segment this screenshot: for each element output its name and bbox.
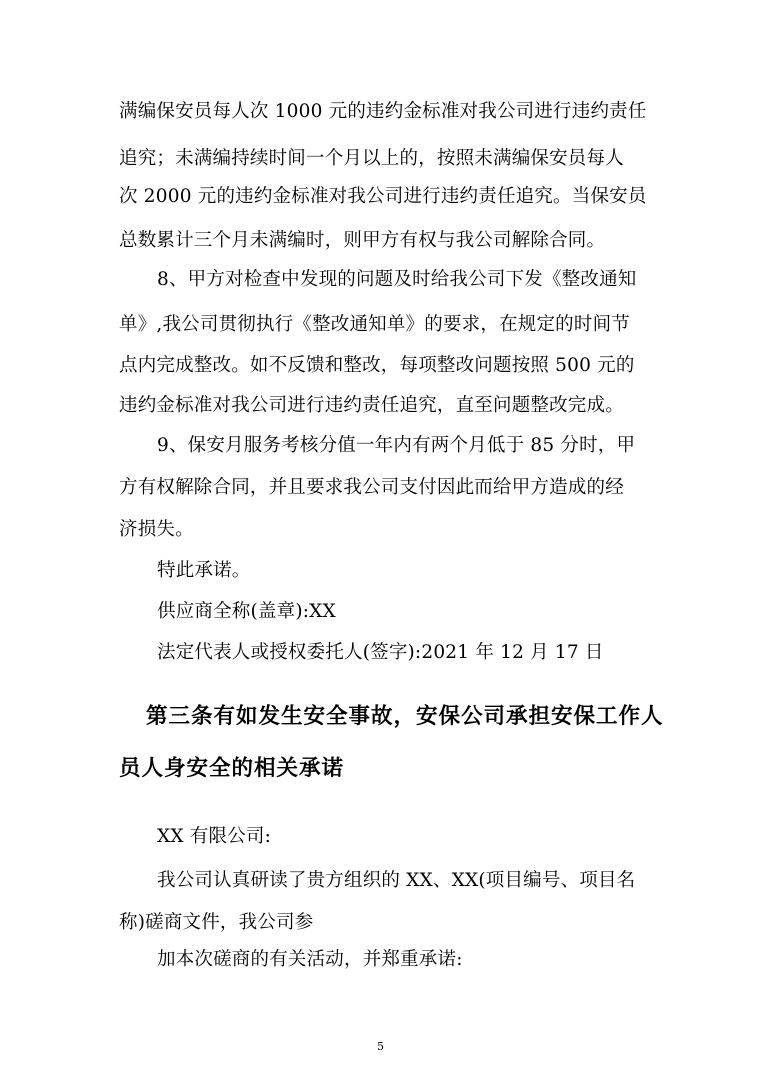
representative-signature: 法定代表人或授权委托人(签字):2021 年 12 月 17 日 (157, 642, 604, 663)
section-heading: 第三条有如发生安全事故，安保公司承担安保工作人 (146, 704, 664, 729)
section-heading: 员人身安全的相关承诺 (119, 756, 345, 781)
letter-body-line: 我公司认真研读了贵方组织的 XX、XX(项目编号、项目名 (157, 870, 636, 891)
paragraph-line: 济损失。 (119, 519, 194, 540)
letter-body-line: 称)磋商文件，我公司参 (119, 912, 314, 933)
closing-statement: 特此承诺。 (157, 560, 251, 581)
letter-addressee: XX 有限公司: (157, 826, 272, 847)
page-number: 5 (377, 1040, 384, 1053)
paragraph-line: 9、保安月服务考核分值一年内有两个月低于 85 分时，甲 (157, 435, 636, 456)
paragraph-line: 点内完成整改。如不反馈和整改，每项整改问题按照 500 元的 (119, 355, 635, 376)
paragraph-line: 总数累计三个月未满编时，则甲方有权与我公司解除合同。 (119, 230, 606, 251)
paragraph-line: 8、甲方对检查中发现的问题及时给我公司下发《整改通知 (157, 269, 637, 290)
paragraph-line: 单》,我公司贯彻执行《整改通知单》的要求，在规定的时间节 (119, 314, 630, 335)
paragraph-line: 违约金标准对我公司进行违约责任追究，直至问题整改完成。 (119, 395, 624, 416)
paragraph-line: 次 2000 元的违约金标准对我公司进行违约责任追究。当保安员 (119, 186, 647, 207)
letter-body-line: 加本次磋商的有关活动，并郑重承诺: (157, 949, 463, 970)
supplier-name: 供应商全称(盖章):XX (157, 601, 336, 622)
paragraph-line: 追究；未满编持续时间一个月以上的，按照未满编保安员每人 (119, 148, 624, 169)
paragraph-line: 方有权解除合同，并且要求我公司支付因此而给甲方造成的经 (119, 477, 624, 498)
paragraph-line: 满编保安员每人次 1000 元的违约金标准对我公司进行违约责任 (119, 101, 647, 122)
